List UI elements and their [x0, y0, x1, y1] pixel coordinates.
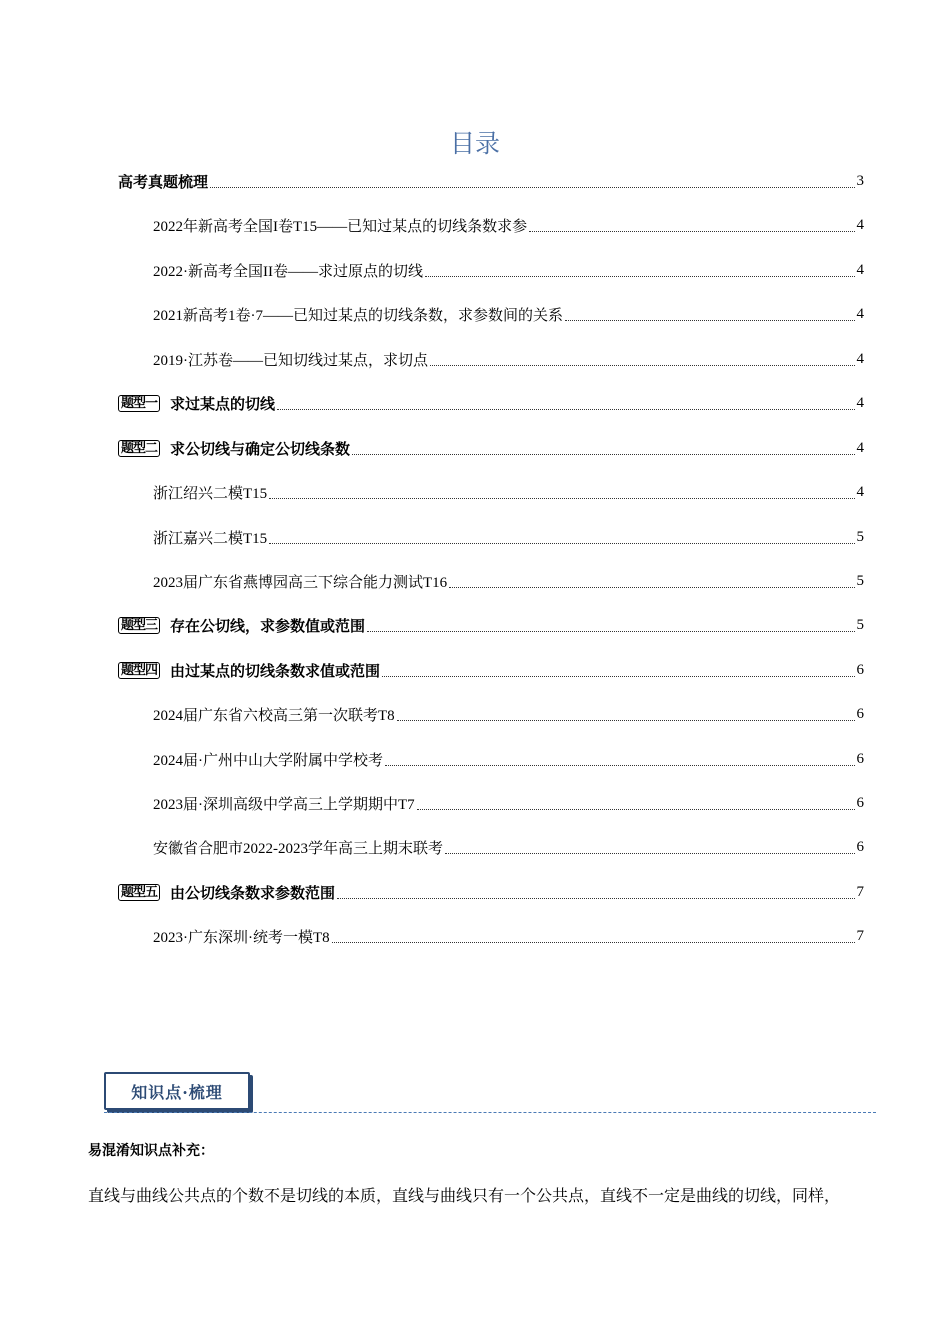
toc-page-number: 4 — [856, 305, 864, 322]
toc-dot-leader — [529, 231, 854, 232]
toc-page-number: 6 — [856, 750, 864, 767]
toc-entry-text: 2024届·广州中山大学附属中学校考 — [153, 752, 383, 769]
toc-type-badge: 题型五 — [118, 884, 160, 901]
toc-entry[interactable] — [153, 744, 864, 774]
toc-entry-text: 求公切线与确定公切线条数 — [170, 439, 351, 458]
toc-dot-leader — [269, 543, 854, 544]
toc-page-number: 5 — [856, 572, 864, 589]
toc-page-number: 5 — [856, 616, 864, 633]
body-paragraph: 直线与曲线公共点的个数不是切线的本质，直线与曲线只有一个公共点，直线不一定是曲线的切线，同样， — [88, 1188, 841, 1205]
toc-page-number: 6 — [856, 661, 864, 678]
toc-entry[interactable] — [118, 388, 864, 418]
toc-entry-text: 2023届·深圳高级中学高三上学期期中T7 — [153, 796, 415, 813]
toc-dot-leader — [449, 587, 854, 588]
knowledge-section-label-box — [104, 1072, 250, 1110]
toc-page-number: 6 — [856, 705, 864, 722]
toc-type-badge: 题型二 — [118, 440, 160, 457]
section-divider — [104, 1112, 876, 1113]
toc-type-badge: 题型四 — [118, 662, 160, 679]
toc-entry[interactable] — [153, 566, 864, 596]
toc-entry[interactable] — [153, 921, 864, 951]
toc-entry-text: 2019·江苏卷——已知切线过某点，求切点 — [153, 352, 428, 369]
toc-entry-text: 2022·新高考全国II卷——求过原点的切线 — [153, 263, 423, 280]
toc-entry-text: 2024届广东省六校高三第一次联考T8 — [153, 707, 395, 724]
toc-entry[interactable] — [153, 699, 864, 729]
toc-dot-leader — [277, 409, 854, 410]
toc-page-number: 5 — [856, 528, 864, 545]
toc-entry[interactable] — [153, 788, 864, 818]
toc-entry-text: 求过某点的切线 — [170, 394, 276, 413]
toc-title: 目录 — [449, 129, 500, 158]
toc-entry[interactable] — [153, 210, 864, 240]
toc-dot-leader — [210, 187, 854, 188]
sub-heading: 易混淆知识点补充： — [88, 1143, 214, 1159]
toc-entry[interactable] — [118, 655, 864, 685]
toc-page-number: 4 — [856, 439, 864, 456]
toc-entry[interactable] — [118, 433, 864, 463]
toc-entry[interactable] — [118, 877, 864, 907]
toc-page-number: 7 — [856, 927, 864, 944]
toc-page-number: 4 — [856, 483, 864, 500]
toc-dot-leader — [397, 720, 855, 721]
toc-dot-leader — [445, 853, 855, 854]
toc-dot-leader — [430, 365, 855, 366]
toc-page-number: 4 — [856, 394, 864, 411]
toc-dot-leader — [425, 276, 855, 277]
toc-type-badge: 题型一 — [118, 395, 160, 412]
toc-dot-leader — [565, 320, 855, 321]
toc-entry-text: 由公切线条数求参数范围 — [170, 883, 336, 902]
toc-page-number: 7 — [856, 883, 864, 900]
toc-entry[interactable] — [153, 255, 864, 285]
toc-page-number: 6 — [856, 838, 864, 855]
toc-entry-text: 浙江绍兴二模T15 — [153, 485, 268, 502]
toc-page-number: 4 — [856, 350, 864, 367]
toc-type-badge: 题型三 — [118, 617, 160, 634]
toc-dot-leader — [382, 676, 854, 677]
toc-dot-leader — [417, 809, 855, 810]
toc-page-number: 4 — [856, 216, 864, 233]
toc-dot-leader — [269, 498, 854, 499]
toc-entry-text: 高考真题梳理 — [118, 172, 209, 191]
toc-dot-leader — [337, 898, 854, 899]
toc-entry[interactable] — [118, 166, 864, 196]
knowledge-section-label: 知识点·梳理 — [131, 1082, 223, 1102]
toc-entry-text: 存在公切线，求参数值或范围 — [170, 616, 366, 635]
toc-entry-text: 安徽省合肥市2022-2023学年高三上期末联考 — [153, 840, 443, 857]
toc-dot-leader — [352, 454, 854, 455]
toc-page-number: 3 — [856, 172, 864, 189]
toc-page-number: 6 — [856, 794, 864, 811]
toc-entry[interactable] — [153, 832, 864, 862]
toc-entry[interactable] — [153, 477, 864, 507]
toc-page-number: 4 — [856, 261, 864, 278]
toc-entry[interactable] — [153, 522, 864, 552]
toc-dot-leader — [332, 942, 855, 943]
toc-entry-text: 由过某点的切线条数求值或范围 — [170, 661, 381, 680]
toc-entry-text: 2021新高考1卷·7——已知过某点的切线条数，求参数间的关系 — [153, 307, 563, 324]
toc-entry-text: 浙江嘉兴二模T15 — [153, 530, 268, 547]
toc-dot-leader — [385, 765, 855, 766]
toc-entry-text: 2023·广东深圳·统考一模T8 — [153, 929, 330, 946]
toc-entry[interactable] — [153, 344, 864, 374]
toc-entry-text: 2023届广东省燕博园高三下综合能力测试T16 — [153, 574, 448, 591]
toc-dot-leader — [367, 631, 854, 632]
toc-entry-text: 2022年新高考全国I卷T15——已知过某点的切线条数求参 — [153, 218, 528, 235]
toc-entry[interactable] — [118, 610, 864, 640]
toc-entry[interactable] — [153, 299, 864, 329]
